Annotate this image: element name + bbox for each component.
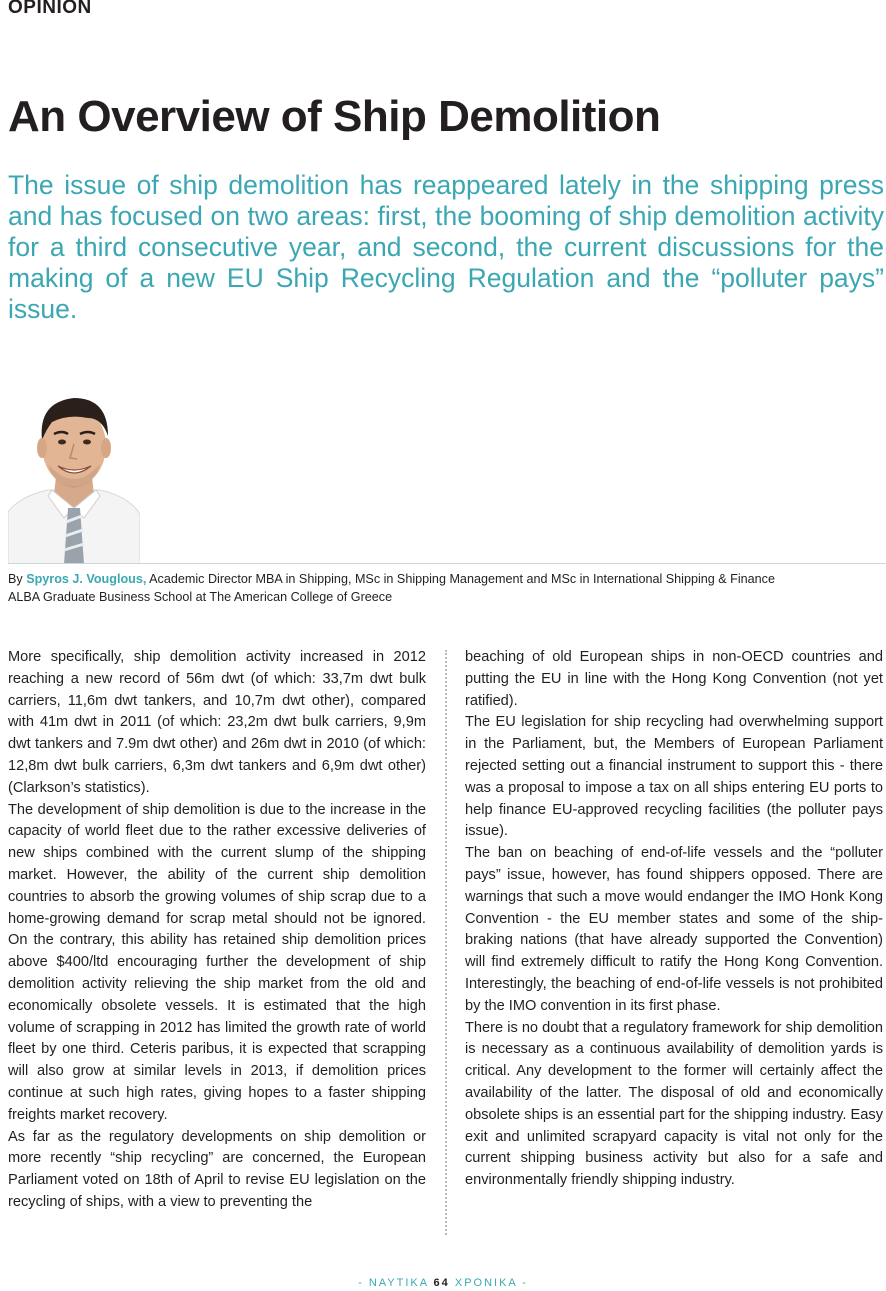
footer-dash-right: - [522, 1277, 528, 1289]
author-role: Academic Director MBA in Shipping, MSc in Shipping Management and MSc in International Shipping & Finance [149, 572, 775, 586]
page-footer [0, 1277, 886, 1289]
body-paragraph: beaching of old European ships in non-OECD countries and putting the EU in line with the Hong Kong Convention (not yet ratified). [465, 649, 883, 709]
body-paragraph: As far as the regulatory developments on ship demolition or more recently “ship recycling” are concerned, the European Parliament voted on 18th of April to revise EU legislation on the recycling of ships, with a view to preventing the [8, 1128, 426, 1210]
footer-magazine-word-2: ΧΡΟΝΙΚΑ [454, 1277, 518, 1289]
author-photo [8, 384, 140, 564]
byline-rule [8, 563, 886, 564]
body-paragraph: The ban on beaching of end-of-life vessels and the “polluter pays” issue, however, has found shippers opposed. There are warnings that such a move would endanger the IMO Honk Kong Convention - the EU member states and some of the ship-braking nations (that have already supported the Convention) will find extremely difficult to ratify the Hong Kong Convention. Interestingly, the beaching of end-of-life vessels is not prohibited by the IMO convention in its first phase. [465, 845, 883, 1014]
author-name: Spyros J. Vouglous, [26, 572, 147, 586]
article-column-right [465, 647, 883, 1192]
body-paragraph: The EU legislation for ship recycling had overwhelming support in the Parliament, but, the Members of European Parliament rejected setting out a financial instrument to support this - there was a proposal to impose a tax on all ships entering EU ports to help finance EU-approved recycling facilities (the polluter pays issue). [465, 714, 883, 840]
byline-prefix: By [8, 572, 23, 586]
article-column-left [8, 647, 426, 1214]
page-title: An Overview of Ship Demolition [8, 92, 661, 141]
lede-paragraph: The issue of ship demolition has reappeared lately in the shipping press and has focused on two areas: first, the booming of ship demolition activity for a third consecutive year, and second, the current discussions for the making of a new EU Ship Recycling Regulation and the “polluter pays” issue. [8, 170, 884, 324]
footer-dash-left: - [358, 1277, 364, 1289]
byline [8, 570, 886, 606]
byline-line-1 [8, 570, 886, 588]
column-divider [445, 650, 447, 1235]
body-paragraph: More specifically, ship demolition activity increased in 2012 reaching a new record of 56m dwt (of which: 33,7m dwt bulk carriers, 11,6m dwt tankers, and 10,7m dwt other), compared with 41m dwt in 2011 (of which: 23,2m dwt bulk carriers, 9,9m dwt tankers and 7.9m dwt other) and 26m dwt in 2010 (of which: 12,8m dwt bulk carriers, 6,3m dwt tankers and 6,9m dwt other) (Clarkson’s statistics). [8, 649, 426, 796]
body-paragraph: There is no doubt that a regulatory framework for ship demolition is necessary as a continuous availability of demolition yards is critical. Any development to the former will certainly affect the availability of the latter. The disposal of old and economically obsolete ships is an essential part for the shipping industry. Easy exit and unlimited scrapyard capacity is vital not only for the current shipping business activity but also for a safe and environmentally friendly shipping industry. [465, 1019, 883, 1189]
body-paragraph: The development of ship demolition is due to the increase in the capacity of world fleet due to the rather excessive deliveries of new ships combined with the current slump of the shipping market. However, the ability of the current ship demolition countries to absorb the growing volumes of ship scrap due to a home-growing demand for scrap metal should not be ignored. On the contrary, this ability has retained ship demolition prices above $400/ltd encouraging further the development of ship demolition activity relieving the ship market from the old and economically obsolete vessels. It is estimated that the high volume of scrapping in 2012 has limited the growth rate of world fleet by one third. Ceteris paribus, it is expected that scrapping will also grow at similar levels in 2013, if demolition prices continue at such high rates, giving hopes to a faster shipping freights market recovery. [8, 801, 426, 1123]
footer-magazine-word-1: ΝΑΥΤΙΚΑ [368, 1277, 429, 1289]
section-label: OPINION [8, 0, 92, 18]
page-number: 64 [433, 1277, 450, 1289]
author-institution: ALBA Graduate Business School at The American College of Greece [8, 590, 393, 604]
